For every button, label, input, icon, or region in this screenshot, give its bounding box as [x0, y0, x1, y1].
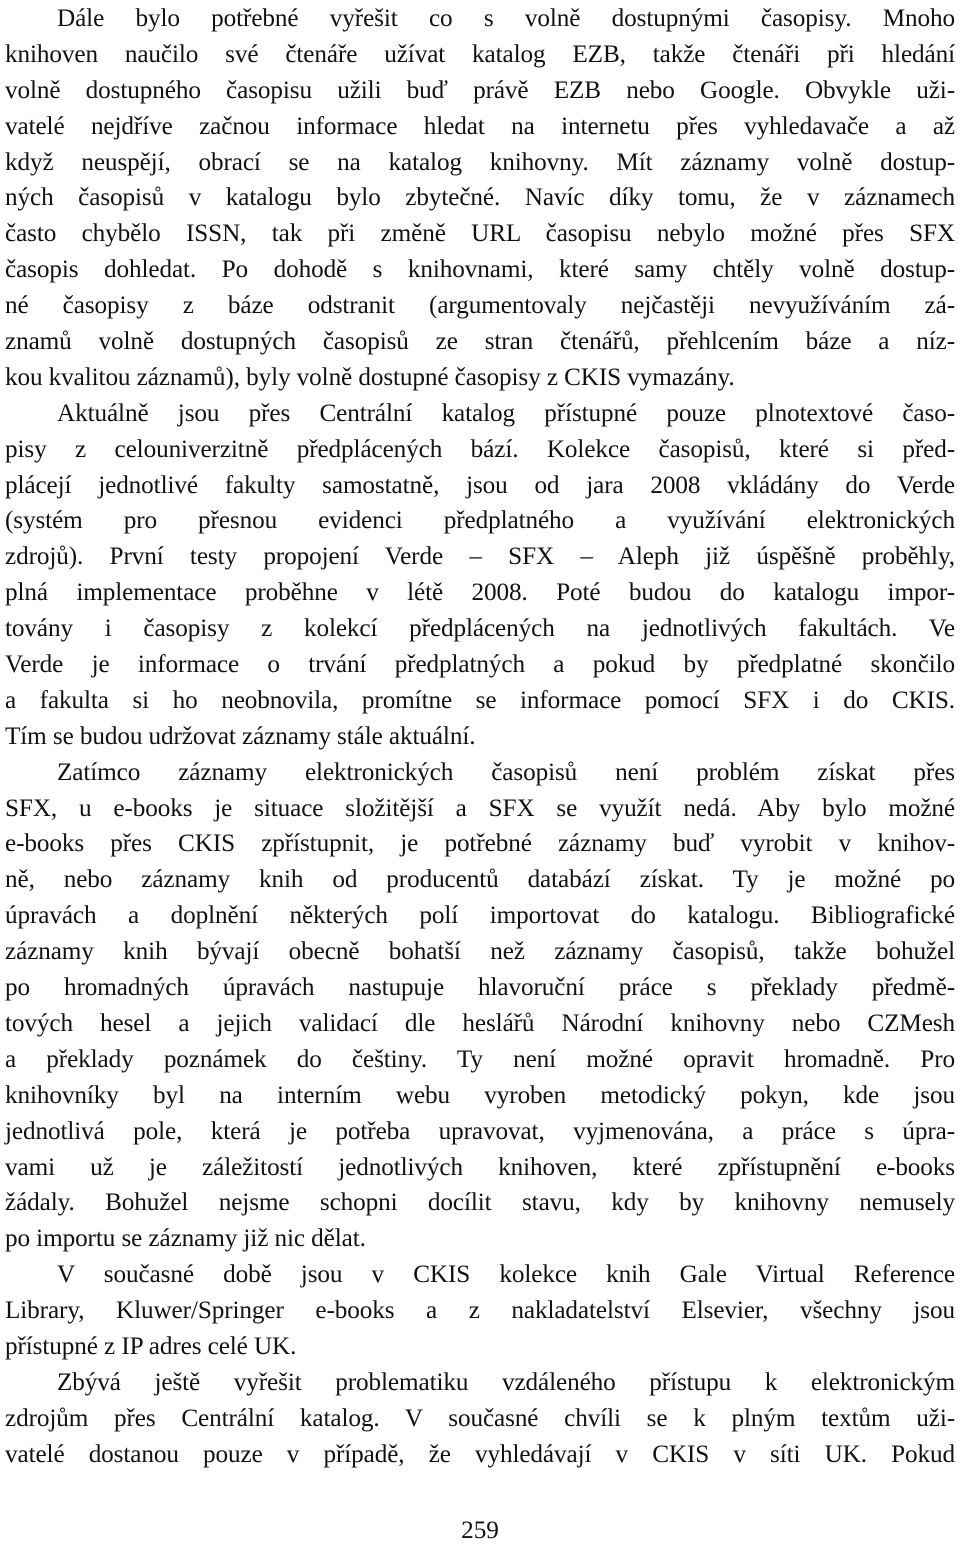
text-line: plácejí jednotlivé fakulty samostatně, jsou od jara 2008 vkládány do Verde — [5, 471, 955, 499]
text-line: a fakulta si ho neobnovila, promítne se informace pomocí SFX i do CKIS. — [5, 686, 955, 714]
text-line: často chybělo ISSN, tak při změně URL časopisu nebylo možné přes SFX — [5, 220, 955, 248]
text-line: Aktuálně jsou přes Centrální katalog přístupné pouze plnotextové časo- — [57, 399, 955, 427]
page-number: 259 — [461, 1517, 499, 1544]
text-line: žádaly. Bohužel nejsme schopni docílit stavu, kdy by knihovny nemusely — [5, 1189, 955, 1217]
text-line: vatelé dostanou pouze v případě, že vyhledávají v CKIS v síti UK. Pokud — [5, 1440, 955, 1468]
text-line: Library, Kluwer/Springer e-books a z nakladatelství Elsevier, všechny jsou — [5, 1297, 955, 1325]
text-line: po importu se záznamy již nic dělat. — [5, 1225, 366, 1253]
text-line: Tím se budou udržovat záznamy stále aktuální. — [5, 722, 476, 750]
text-line: Zbývá ještě vyřešit problematiku vzdáleného přístupu k elektronickým — [57, 1368, 955, 1396]
text-line: volně dostupného časopisu užili buď právě EZB nebo Google. Obvykle uži- — [5, 76, 955, 104]
text-line: knihoven naučilo své čtenáře užívat katalog EZB, takže čtenáři při hledání — [5, 40, 955, 68]
text-line: továny i časopisy z kolekcí předplácených na jednotlivých fakultách. Ve — [5, 615, 955, 643]
text-line: kou kvalitou záznamů), byly volně dostupné časopisy z CKIS vymazány. — [5, 363, 735, 391]
text-line: né časopisy z báze odstranit (argumentovaly nejčastěji nevyužíváním zá- — [5, 292, 955, 320]
text-line: a překlady poznámek do češtiny. Ty není možné opravit hromadně. Pro — [5, 1045, 955, 1073]
text-line: knihovníky byl na interním webu vyroben metodický pokyn, kde jsou — [5, 1081, 955, 1109]
text-line: úpravách a doplnění některých polí importovat do katalogu. Bibliografické — [5, 902, 955, 930]
text-line: záznamy knih bývají obecně bohatší než záznamy časopisů, takže bohužel — [5, 938, 955, 966]
text-line: Verde je informace o trvání předplatných a pokud by předplatné skončilo — [5, 651, 955, 679]
text-line: po hromadných úpravách nastupuje hlavoruční práce s překlady předmě- — [5, 974, 955, 1002]
text-line: plná implementace proběhne v létě 2008. Poté budou do katalogu impor- — [5, 579, 955, 607]
text-line: pisy z celouniverzitně předplácených bází. Kolekce časopisů, které si před- — [5, 435, 955, 463]
text-line: jednotlivá pole, která je potřeba upravovat, vyjmenována, a práce s úpra- — [5, 1117, 955, 1145]
text-line: (systém pro přesnou evidenci předplatného a využívání elektronických — [5, 507, 955, 535]
body-text — [5, 1, 955, 1473]
text-line: e-books přes CKIS zpřístupnit, je potřebné záznamy buď vyrobit v knihov- — [5, 830, 955, 858]
text-line: tových hesel a jejich validací dle heslářů Národní knihovny nebo CZMesh — [5, 1009, 955, 1037]
text-line: Zatímco záznamy elektronických časopisů není problém získat přes — [57, 758, 955, 786]
text-line: ných časopisů v katalogu bylo zbytečné. Navíc díky tomu, že v záznamech — [5, 184, 955, 212]
text-line: časopis dohledat. Po dohodě s knihovnami, které samy chtěly volně dostup- — [5, 256, 955, 284]
text-line: když neuspějí, obrací se na katalog knihovny. Mít záznamy volně dostup- — [5, 148, 955, 176]
text-line: vatelé nejdříve začnou informace hledat na internetu přes vyhledavače a až — [5, 112, 955, 140]
text-line: zdrojům přes Centrální katalog. V současné chvíli se k plným textům uži- — [5, 1404, 955, 1432]
text-line: V současné době jsou v CKIS kolekce knih Gale Virtual Reference — [57, 1261, 955, 1289]
text-line: Dále bylo potřebné vyřešit co s volně dostupnými časopisy. Mnoho — [57, 5, 955, 32]
text-line: vami už je záležitostí jednotlivých knihoven, které zpřístupnění e-books — [5, 1153, 955, 1181]
text-line: zdrojů). První testy propojení Verde – SFX – Aleph již úspěšně proběhly, — [5, 543, 955, 571]
text-line: přístupné z IP adres celé UK. — [5, 1332, 297, 1360]
text-line: znamů volně dostupných časopisů ze stran čtenářů, přehlcením báze a níz- — [5, 328, 955, 356]
text-line: ně, nebo záznamy knih od producentů databází získat. Ty je možné po — [5, 866, 955, 894]
text-line: SFX, u e-books je situace složitější a SFX se využít nedá. Aby bylo možné — [5, 794, 955, 822]
